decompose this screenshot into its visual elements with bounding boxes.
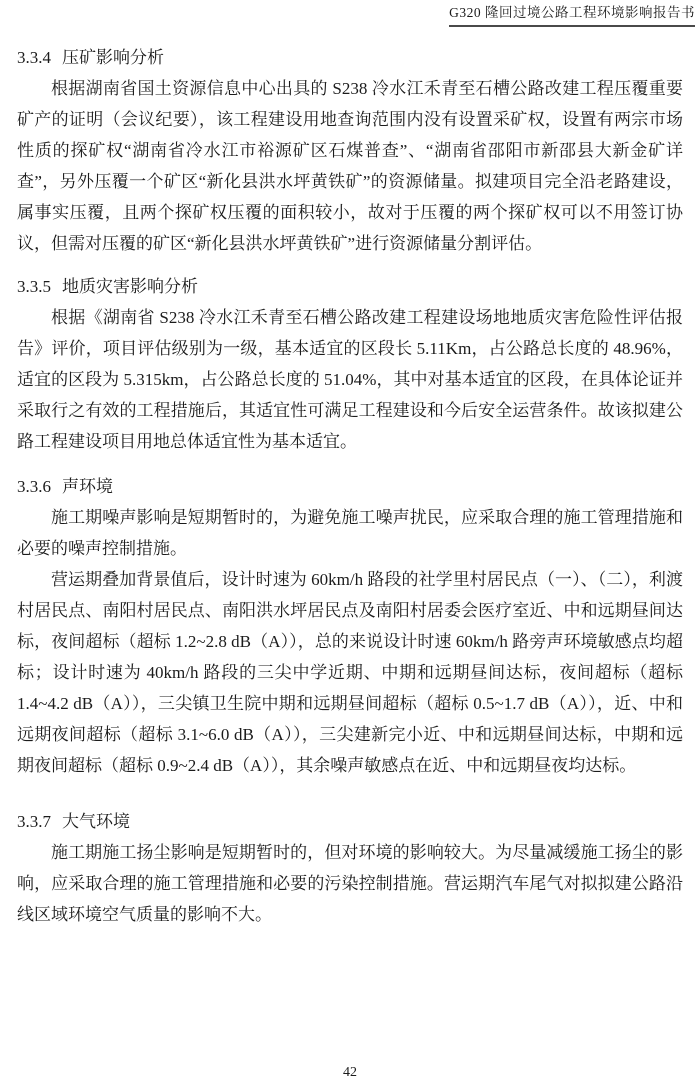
section-title: 压矿影响分析	[62, 48, 164, 67]
section-number: 3.3.6	[17, 477, 51, 496]
running-header	[449, 4, 695, 27]
section-title: 地质灾害影响分析	[62, 277, 198, 296]
section-heading-3-3-4	[17, 42, 683, 73]
paragraph: 施工期施工扬尘影响是短期暂时的，但对环境的影响较大。为尽量减缓施工扬尘的影响，应采取合理的施工管理措施和必要的污染控制措施。营运期汽车尾气对拟拟建公路沿线区域环境空气质量的影响不大。	[17, 843, 683, 924]
section-title: 声环境	[62, 477, 113, 496]
section-heading-3-3-7	[17, 806, 683, 837]
section-heading-3-3-5	[17, 271, 683, 302]
paragraph: 根据湖南省国土资源信息中心出具的 S238 冷水江禾青至石槽公路改建工程压覆重要矿产的证明（会议纪要），该工程建设用地查询范围内没有设置采矿权，设置有两宗市场性质的探矿权“湖南省冷水江市裕源矿区石煤普查”、“湖南省邵阳市新邵县大新金矿详查”，另外压覆一个矿区“新化县洪水坪黄铁矿”的资源储量。拟建项目完全沿老路建设，属事实压覆，且两个探矿权压覆的面积较小，故对于压覆的两个探矿权可以不用签订协议，但需对压覆的矿区“新化县洪水坪黄铁矿”进行资源储量分割评估。	[17, 79, 683, 253]
section-3-3-5	[17, 271, 683, 457]
page-number: 42	[343, 1065, 357, 1080]
document-body	[17, 42, 683, 930]
section-3-3-4	[17, 42, 683, 259]
section-heading-3-3-6	[17, 471, 683, 502]
section-number: 3.3.7	[17, 812, 51, 831]
section-3-3-6	[17, 471, 683, 781]
paragraph: 根据《湖南省 S238 冷水江禾青至石槽公路改建工程建设场地地质灾害危险性评估报告》评价，项目评估级别为一级，基本适宜的区段长 5.11Km，占公路总长度的 48.96%，适宜的区段为 5.315km，占公路总长度的 51.04%，其中对基本适宜的区段，在具体论证并采取行之有效的工程措施后，其适宜性可满足工程建设和今后安全运营条件。故该拟建公路工程建设项目用地总体适宜性为基本适宜。	[17, 308, 683, 451]
page-footer	[0, 1064, 700, 1081]
section-3-3-7	[17, 806, 683, 930]
section-number: 3.3.4	[17, 48, 51, 67]
running-header-title: G320 隆回过境公路工程环境影响报告书	[449, 4, 695, 27]
paragraph: 施工期噪声影响是短期暂时的，为避免施工噪声扰民，应采取合理的施工管理措施和必要的噪声控制措施。	[17, 508, 683, 558]
section-number: 3.3.5	[17, 277, 51, 296]
section-title: 大气环境	[62, 812, 130, 831]
paragraph: 营运期叠加背景值后，设计时速为 60km/h 路段的社学里村居民点（一）、（二），利渡村居民点、南阳村居民点、南阳洪水坪居民点及南阳村居委会医疗室近、中和远期昼间达标，夜间超标（超标 1.2~2.8 dB（A）），总的来说设计时速 60km/h 路旁声环境敏感点均超标；设计时速为 40km/h 路段的三尖中学近期、中期和远期昼间达标，夜间超标（超标 1.4~4.2 dB（A）），三尖镇卫生院中期和远期昼间超标（超标 0.5~1.7 dB（A）），近、中和远期夜间超标（超标 3.1~6.0 dB（A）），三尖建新完小近、中和远期昼间达标，中期和远期夜间超标（超标 0.9~2.4 dB（A）），其余噪声敏感点在近、中和远期昼夜均达标。	[17, 570, 683, 775]
